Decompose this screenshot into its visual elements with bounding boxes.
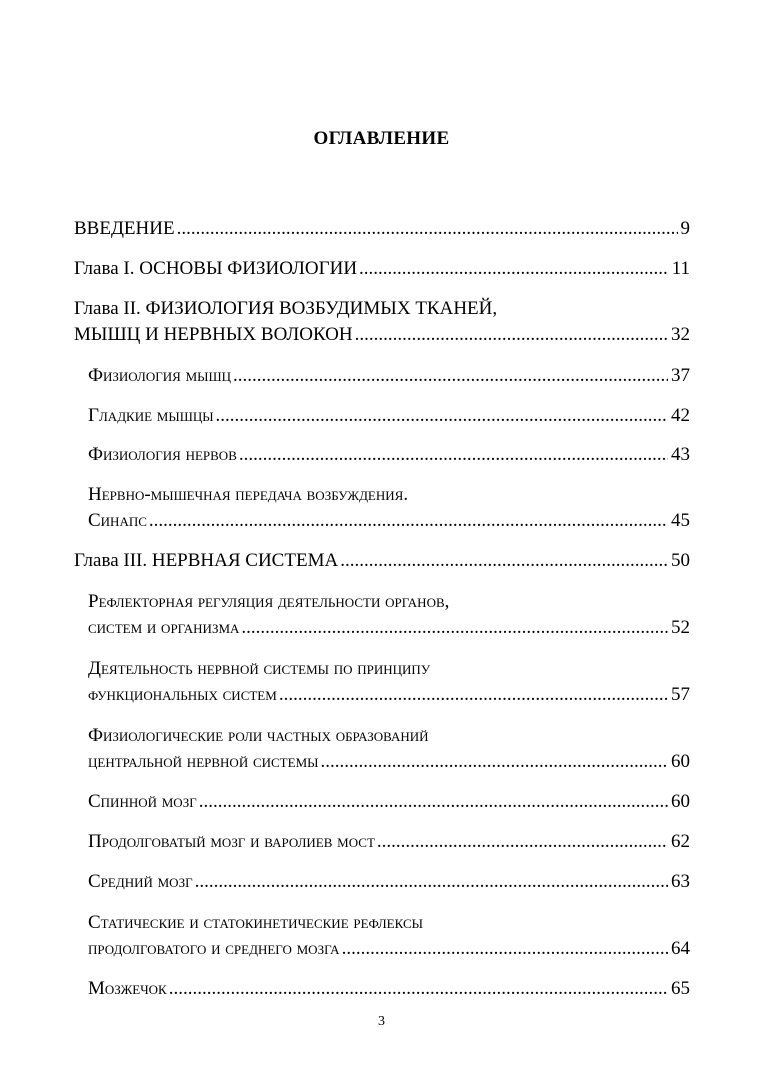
toc-entry-title: Средний мозг <box>88 871 193 892</box>
toc-entry-reflex-regulation[interactable] <box>74 589 690 641</box>
toc-entry-title-line-1: Статические и статокинетические рефлексы <box>88 912 423 933</box>
toc-entry-title: Глава I. ОСНОВЫ ФИЗИОЛОГИИ <box>74 258 358 279</box>
toc-entry-title: Физиология нервов <box>88 444 237 465</box>
toc-page-number: 64 <box>671 938 690 959</box>
toc-entry-title: Гладкие мышцы <box>88 405 214 426</box>
toc-line <box>88 976 690 1002</box>
toc-entry-title: Физиология мышц <box>88 365 231 386</box>
toc-page-number: 45 <box>671 510 690 531</box>
toc-entry-title-line-1: Рефлекторная регуляция деятельности органов, <box>88 591 450 612</box>
dot-leader <box>233 363 668 389</box>
dot-leader <box>241 615 668 641</box>
toc-entry-title-line-1: Глава II. ФИЗИОЛОГИЯ ВОЗБУДИМЫХ ТКАНЕЙ, <box>74 298 498 319</box>
toc-line <box>88 829 690 855</box>
toc-page-number: 50 <box>671 550 690 571</box>
toc-entry-title: Спинной мозг <box>88 791 197 812</box>
page-title: ОГЛАВЛЕНИЕ <box>313 128 450 149</box>
toc-entry-title-line-2: продолговатого и среднего мозга <box>88 938 340 959</box>
dot-leader <box>169 976 668 1002</box>
toc-line <box>88 749 690 775</box>
toc-entry-title-line-1: Физиологические роли частных образований <box>88 725 429 746</box>
toc-entry-smooth-muscles[interactable] <box>74 403 690 429</box>
toc-entry-title: Мозжечок <box>88 978 167 999</box>
toc-line <box>88 936 690 962</box>
toc-page-number: 57 <box>671 684 690 705</box>
dot-leader <box>377 829 668 855</box>
toc-page-number: 32 <box>671 324 690 345</box>
page-number: 3 <box>378 1014 385 1029</box>
table-of-contents <box>74 216 690 1002</box>
toc-line <box>88 682 690 708</box>
toc-page-number: 60 <box>671 791 690 812</box>
toc-entry-title-line-2: центральной нервной системы <box>88 751 319 772</box>
dot-leader <box>216 403 668 429</box>
toc-line <box>74 216 690 242</box>
toc-entry-title-line-2: систем и организма <box>88 617 240 638</box>
toc-entry-chapter-3[interactable] <box>74 548 690 574</box>
toc-entry-medulla-pons[interactable] <box>74 829 690 855</box>
toc-entry-neuromuscular-transmission[interactable] <box>74 482 690 534</box>
toc-page-number: 63 <box>671 871 690 892</box>
dot-leader <box>195 869 668 895</box>
toc-entry-muscle-physiology[interactable] <box>74 363 690 389</box>
toc-page-number: 62 <box>671 831 690 852</box>
dot-leader <box>149 508 668 534</box>
toc-entry-title-line-1: Нервно-мышечная передача возбуждения. <box>88 484 409 505</box>
toc-entry-midbrain[interactable] <box>74 869 690 895</box>
dot-leader <box>320 749 668 775</box>
dot-leader <box>177 216 678 242</box>
toc-line <box>88 508 690 534</box>
toc-entry-cns-formations[interactable] <box>74 723 690 775</box>
toc-page-number: 60 <box>671 751 690 772</box>
toc-entry-title: Глава III. НЕРВНАЯ СИСТЕМА <box>74 550 339 571</box>
toc-entry-chapter-2[interactable] <box>74 296 690 348</box>
dot-leader <box>340 548 668 574</box>
toc-page-number: 42 <box>671 405 690 426</box>
toc-entry-title-line-2: функциональных систем <box>88 684 277 705</box>
toc-entry-title: ВВЕДЕНИЕ <box>74 218 175 239</box>
toc-line <box>88 789 690 815</box>
dot-leader <box>239 442 668 468</box>
dot-leader <box>342 936 668 962</box>
toc-page-number: 11 <box>671 258 690 279</box>
toc-page-number: 37 <box>671 365 690 386</box>
toc-entry-title-line-1: Деятельность нервной системы по принципу <box>88 658 431 679</box>
toc-entry-chapter-1[interactable] <box>74 256 690 282</box>
toc-entry-static-reflexes[interactable] <box>74 910 690 962</box>
toc-entry-functional-systems[interactable] <box>74 656 690 708</box>
toc-line <box>88 403 690 429</box>
toc-entry-cerebellum[interactable] <box>74 976 690 1002</box>
toc-line <box>74 322 690 348</box>
toc-page-number: 65 <box>671 978 690 999</box>
toc-page-number: 9 <box>680 218 690 239</box>
dot-leader <box>355 322 668 348</box>
toc-page-number: 43 <box>671 444 690 465</box>
toc-line <box>88 442 690 468</box>
toc-line <box>74 256 690 282</box>
dot-leader <box>279 682 668 708</box>
toc-line <box>88 363 690 389</box>
toc-entry-title-line-2: МЫШЦ И НЕРВНЫХ ВОЛОКОН <box>74 324 353 345</box>
toc-line <box>88 869 690 895</box>
dot-leader <box>359 256 669 282</box>
toc-entry-introduction[interactable] <box>74 216 690 242</box>
toc-line <box>88 615 690 641</box>
toc-entry-title-line-2: Синапс <box>88 510 147 531</box>
toc-entry-nerve-physiology[interactable] <box>74 442 690 468</box>
toc-line <box>74 548 690 574</box>
toc-entry-title: Продолговатый мозг и варолиев мост <box>88 831 375 852</box>
toc-entry-spinal-cord[interactable] <box>74 789 690 815</box>
dot-leader <box>199 789 668 815</box>
toc-page-number: 52 <box>671 617 690 638</box>
